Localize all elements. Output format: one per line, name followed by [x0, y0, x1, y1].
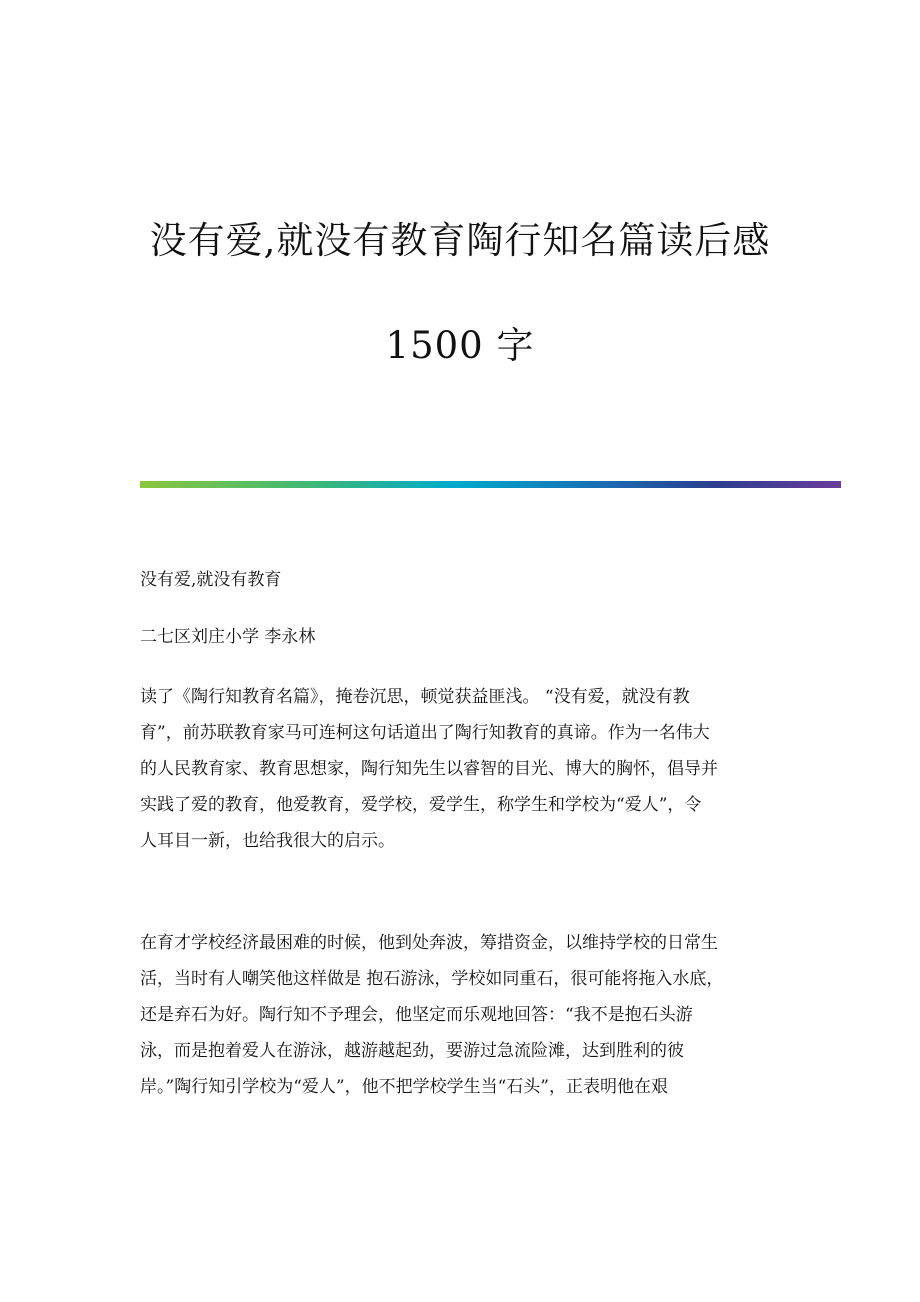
article-author: 二七区刘庄小学 李永林	[140, 627, 316, 647]
article-subheading: 没有爱,就没有教育	[140, 570, 282, 590]
paragraph-line: 活，当时有人嘲笑他这样做是 抱石游泳，学校如同重石，很可能将拖入水底，	[140, 969, 724, 989]
gradient-divider	[140, 481, 841, 488]
paragraph-line: 在育才学校经济最困难的时候，他到处奔波，筹措资金，以维持学校的日常生	[140, 933, 718, 953]
paragraph-line: 读了《陶行知教育名篇》，掩卷沉思，顿觉获益匪浅。 “没有爱，就没有教	[140, 687, 690, 707]
paragraph-line: 人耳目一新，也给我很大的启示。	[140, 831, 395, 851]
paragraph-2	[140, 925, 772, 1105]
paragraph-1	[140, 679, 772, 859]
document-title-line-2: 1500 字	[385, 324, 535, 367]
paragraph-line: 育”，前苏联教育家马可连柯这句话道出了陶行知教育的真谛。作为一名伟大	[140, 723, 710, 743]
paragraph-line: 泳，而是抱着爱人在游泳，越游越起劲，要游过急流险滩，达到胜利的彼	[140, 1041, 684, 1061]
paragraph-line: 岸。”陶行知引学校为“爱人”，他不把学校学生当“石头”，正表明他在艰	[140, 1077, 668, 1097]
paragraph-line: 的人民教育家、教育思想家，陶行知先生以睿智的目光、博大的胸怀，倡导并	[140, 759, 718, 779]
document-title-line-1: 没有爱,就没有教育陶行知名篇读后感	[149, 219, 771, 262]
paragraph-line: 实践了爱的教育，他爱教育，爱学校，爱学生，称学生和学校为“爱人”，令	[140, 795, 702, 815]
paragraph-line: 还是弃石为好。陶行知不予理会，他坚定而乐观地回答：“我不是抱石头游	[140, 1005, 693, 1025]
